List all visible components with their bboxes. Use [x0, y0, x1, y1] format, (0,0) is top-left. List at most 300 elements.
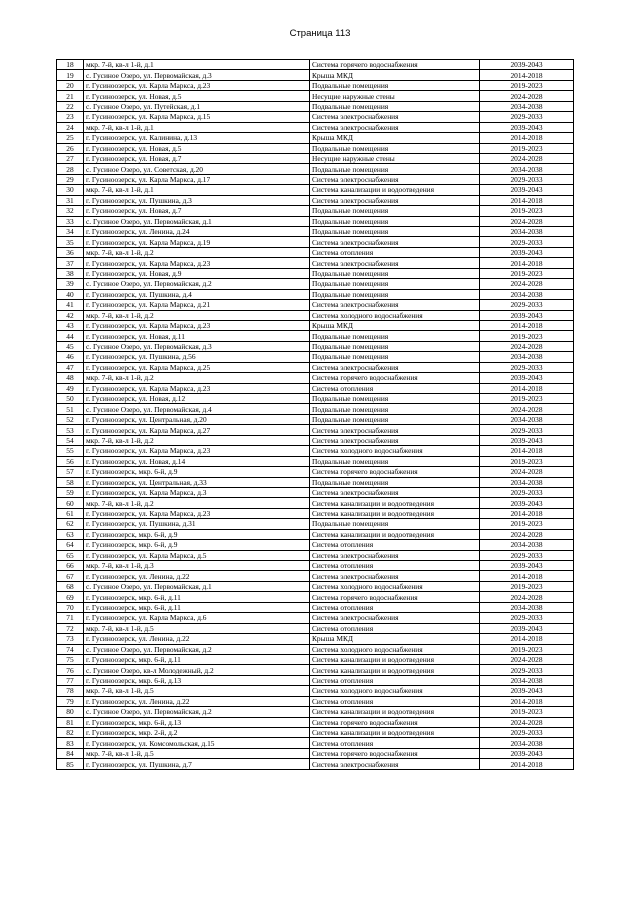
address-cell: г. Гусиноозерск, ул. Новая, д.12 [84, 394, 310, 404]
table-row [57, 206, 574, 216]
row-number: 83 [57, 738, 84, 748]
table-row [57, 644, 574, 654]
period-cell: 2024-2028 [480, 592, 574, 602]
row-number: 43 [57, 320, 84, 330]
address-cell: г. Гусиноозерск, ул. Новая, д.11 [84, 331, 310, 341]
system-cell: Система холодного водоснабжения [310, 581, 480, 591]
row-number: 54 [57, 435, 84, 445]
period-cell: 2029-2033 [480, 237, 574, 247]
table-row [57, 300, 574, 310]
system-cell: Система электроснабжения [310, 112, 480, 122]
row-number: 59 [57, 487, 84, 497]
table-row [57, 331, 574, 341]
system-cell: Система отопления [310, 738, 480, 748]
period-cell: 2034-2038 [480, 477, 574, 487]
row-number: 29 [57, 174, 84, 184]
system-cell: Подвальные помещения [310, 206, 480, 216]
address-cell: мкр. 7-й, кв-л 1-й, д.1 [84, 60, 310, 70]
period-cell: 2039-2043 [480, 623, 574, 633]
table-row [57, 237, 574, 247]
table-row [57, 467, 574, 477]
address-cell: с. Гусиное Озеро, ул. Первомайская, д.3 [84, 341, 310, 351]
system-cell: Крыша МКД [310, 320, 480, 330]
period-cell: 2019-2023 [480, 519, 574, 529]
system-cell: Система отопления [310, 623, 480, 633]
table-row [57, 686, 574, 696]
table-row [57, 373, 574, 383]
period-cell: 2024-2028 [480, 341, 574, 351]
row-number: 32 [57, 206, 84, 216]
system-cell: Система электроснабжения [310, 237, 480, 247]
system-cell: Система отопления [310, 540, 480, 550]
period-cell: 2024-2028 [480, 216, 574, 226]
row-number: 72 [57, 623, 84, 633]
system-cell: Система электроснабжения [310, 613, 480, 623]
period-cell: 2019-2023 [480, 80, 574, 90]
row-number: 20 [57, 80, 84, 90]
row-number: 60 [57, 498, 84, 508]
table-row [57, 519, 574, 529]
period-cell: 2024-2028 [480, 91, 574, 101]
row-number: 47 [57, 362, 84, 372]
system-cell: Система отопления [310, 561, 480, 571]
period-cell: 2029-2033 [480, 613, 574, 623]
table-row [57, 508, 574, 518]
row-number: 58 [57, 477, 84, 487]
table-row [57, 592, 574, 602]
system-cell: Система канализации и водоотведения [310, 654, 480, 664]
address-cell: г. Гусиноозерск, мкр. 6-й, д.11 [84, 592, 310, 602]
works-table [56, 59, 574, 770]
row-number: 62 [57, 519, 84, 529]
table-row [57, 665, 574, 675]
system-cell: Подвальные помещения [310, 143, 480, 153]
address-cell: г. Гусиноозерск, ул. Новая, д.5 [84, 91, 310, 101]
table-row [57, 122, 574, 132]
address-cell: г. Гусиноозерск, мкр. 6-й, д.13 [84, 717, 310, 727]
address-cell: с. Гусиное Озеро, ул. Путейская, д.1 [84, 101, 310, 111]
address-cell: г. Гусиноозерск, ул. Карла Маркса, д.5 [84, 550, 310, 560]
table-row [57, 352, 574, 362]
address-cell: мкр. 7-й, кв-л 1-й, д.5 [84, 748, 310, 758]
address-cell: мкр. 7-й, кв-л 1-й, д.2 [84, 373, 310, 383]
table-row [57, 80, 574, 90]
period-cell: 2014-2018 [480, 258, 574, 268]
table-row [57, 310, 574, 320]
system-cell: Система холодного водоснабжения [310, 446, 480, 456]
address-cell: г. Гусиноозерск, мкр. 6-й, д.9 [84, 467, 310, 477]
address-cell: г. Гусиноозерск, ул. Ленина, д.22 [84, 696, 310, 706]
address-cell: г. Гусиноозерск, ул. Карла Маркса, д.15 [84, 112, 310, 122]
row-number: 66 [57, 561, 84, 571]
period-cell: 2024-2028 [480, 467, 574, 477]
address-cell: г. Гусиноозерск, ул. Новая, д.5 [84, 143, 310, 153]
system-cell: Система канализации и водоотведения [310, 508, 480, 518]
address-cell: г. Гусиноозерск, ул. Карла Маркса, д.23 [84, 446, 310, 456]
table-row [57, 707, 574, 717]
system-cell: Система канализации и водоотведения [310, 185, 480, 195]
period-cell: 2039-2043 [480, 122, 574, 132]
period-cell: 2024-2028 [480, 654, 574, 664]
system-cell: Система отопления [310, 696, 480, 706]
system-cell: Подвальные помещения [310, 101, 480, 111]
address-cell: г. Гусиноозерск, ул. Карла Маркса, д.23 [84, 383, 310, 393]
row-number: 82 [57, 728, 84, 738]
period-cell: 2034-2038 [480, 101, 574, 111]
system-cell: Крыша МКД [310, 133, 480, 143]
system-cell: Система электроснабжения [310, 571, 480, 581]
address-cell: г. Гусиноозерск, ул. Комсомольская, д.15 [84, 738, 310, 748]
system-cell: Система электроснабжения [310, 435, 480, 445]
address-cell: г. Гусиноозерск, ул. Карла Маркса, д.23 [84, 80, 310, 90]
table-row [57, 174, 574, 184]
address-cell: г. Гусиноозерск, ул. Карла Маркса, д.19 [84, 237, 310, 247]
table-row [57, 383, 574, 393]
table-row [57, 654, 574, 664]
system-cell: Система горячего водоснабжения [310, 373, 480, 383]
table-row [57, 477, 574, 487]
table-row [57, 320, 574, 330]
system-cell: Система холодного водоснабжения [310, 310, 480, 320]
system-cell: Система горячего водоснабжения [310, 717, 480, 727]
row-number: 38 [57, 268, 84, 278]
period-cell: 2034-2038 [480, 675, 574, 685]
table-row [57, 258, 574, 268]
period-cell: 2029-2033 [480, 487, 574, 497]
table-row [57, 728, 574, 738]
row-number: 77 [57, 675, 84, 685]
period-cell: 2039-2043 [480, 498, 574, 508]
system-cell: Несущие наружные стены [310, 91, 480, 101]
row-number: 73 [57, 634, 84, 644]
table-row [57, 738, 574, 748]
system-cell: Подвальные помещения [310, 80, 480, 90]
system-cell: Система электроснабжения [310, 487, 480, 497]
system-cell: Подвальные помещения [310, 404, 480, 414]
system-cell: Система канализации и водоотведения [310, 728, 480, 738]
table-row [57, 529, 574, 539]
table-row [57, 101, 574, 111]
row-number: 74 [57, 644, 84, 654]
period-cell: 2014-2018 [480, 508, 574, 518]
table-row [57, 748, 574, 758]
table-row [57, 153, 574, 163]
row-number: 23 [57, 112, 84, 122]
address-cell: г. Гусиноозерск, ул. Новая, д.7 [84, 153, 310, 163]
row-number: 55 [57, 446, 84, 456]
row-number: 34 [57, 227, 84, 237]
table-row [57, 60, 574, 70]
row-number: 68 [57, 581, 84, 591]
period-cell: 2019-2023 [480, 644, 574, 654]
table-row [57, 623, 574, 633]
period-cell: 2014-2018 [480, 446, 574, 456]
table-row [57, 613, 574, 623]
address-cell: г. Гусиноозерск, мкр. 6-й, д.11 [84, 602, 310, 612]
period-cell: 2034-2038 [480, 414, 574, 424]
period-cell: 2024-2028 [480, 529, 574, 539]
address-cell: г. Гусиноозерск, ул. Ленина, д.22 [84, 571, 310, 581]
address-cell: г. Гусиноозерск, ул. Пушкина, д.31 [84, 519, 310, 529]
address-cell: г. Гусиноозерск, ул. Центральная, д.20 [84, 414, 310, 424]
address-cell: г. Гусиноозерск, ул. Карла Маркса, д.23 [84, 320, 310, 330]
address-cell: г. Гусиноозерск, ул. Пушкина, д.56 [84, 352, 310, 362]
row-number: 27 [57, 153, 84, 163]
system-cell: Подвальные помещения [310, 279, 480, 289]
period-cell: 2024-2028 [480, 279, 574, 289]
period-cell: 2029-2033 [480, 174, 574, 184]
period-cell: 2019-2023 [480, 456, 574, 466]
address-cell: мкр. 7-й, кв-л 1-й, д.2 [84, 247, 310, 257]
row-number: 19 [57, 70, 84, 80]
table-row [57, 634, 574, 644]
table-row [57, 185, 574, 195]
period-cell: 2029-2033 [480, 425, 574, 435]
table-row [57, 435, 574, 445]
system-cell: Система канализации и водоотведения [310, 529, 480, 539]
period-cell: 2019-2023 [480, 394, 574, 404]
system-cell: Система электроснабжения [310, 258, 480, 268]
address-cell: с. Гусиное Озеро, ул. Первомайская, д.1 [84, 581, 310, 591]
address-cell: с. Гусиное Озеро, кв-л Молодежный, д.2 [84, 665, 310, 675]
period-cell: 2034-2038 [480, 289, 574, 299]
table-row [57, 133, 574, 143]
row-number: 37 [57, 258, 84, 268]
address-cell: г. Гусиноозерск, ул. Калинина, д.13 [84, 133, 310, 143]
table-row [57, 717, 574, 727]
address-cell: мкр. 7-й, кв-л 1-й, д.2 [84, 498, 310, 508]
system-cell: Система холодного водоснабжения [310, 644, 480, 654]
system-cell: Подвальные помещения [310, 352, 480, 362]
address-cell: г. Гусиноозерск, ул. Карла Маркса, д.21 [84, 300, 310, 310]
period-cell: 2039-2043 [480, 748, 574, 758]
row-number: 79 [57, 696, 84, 706]
row-number: 30 [57, 185, 84, 195]
table-row [57, 195, 574, 205]
system-cell: Система холодного водоснабжения [310, 686, 480, 696]
period-cell: 2014-2018 [480, 759, 574, 769]
row-number: 76 [57, 665, 84, 675]
row-number: 31 [57, 195, 84, 205]
address-cell: мкр. 7-й, кв-л 1-й, д.2 [84, 435, 310, 445]
address-cell: с. Гусиное Озеро, ул. Первомайская, д.2 [84, 279, 310, 289]
system-cell: Подвальные помещения [310, 341, 480, 351]
table-row [57, 425, 574, 435]
table-row [57, 164, 574, 174]
row-number: 25 [57, 133, 84, 143]
row-number: 41 [57, 300, 84, 310]
period-cell: 2014-2018 [480, 571, 574, 581]
table-row [57, 70, 574, 80]
row-number: 49 [57, 383, 84, 393]
period-cell: 2014-2018 [480, 320, 574, 330]
period-cell: 2029-2033 [480, 728, 574, 738]
row-number: 57 [57, 467, 84, 477]
period-cell: 2019-2023 [480, 331, 574, 341]
period-cell: 2019-2023 [480, 581, 574, 591]
period-cell: 2029-2033 [480, 550, 574, 560]
period-cell: 2034-2038 [480, 352, 574, 362]
address-cell: г. Гусиноозерск, мкр. 6-й, д.11 [84, 654, 310, 664]
row-number: 69 [57, 592, 84, 602]
period-cell: 2024-2028 [480, 404, 574, 414]
address-cell: г. Гусиноозерск, ул. Карла Маркса, д.23 [84, 508, 310, 518]
system-cell: Система горячего водоснабжения [310, 592, 480, 602]
period-cell: 2029-2033 [480, 665, 574, 675]
period-cell: 2034-2038 [480, 738, 574, 748]
row-number: 45 [57, 341, 84, 351]
address-cell: г. Гусиноозерск, ул. Ленина, д.24 [84, 227, 310, 237]
row-number: 61 [57, 508, 84, 518]
row-number: 85 [57, 759, 84, 769]
address-cell: г. Гусиноозерск, ул. Новая, д.7 [84, 206, 310, 216]
address-cell: г. Гусиноозерск, ул. Центральная, д.33 [84, 477, 310, 487]
period-cell: 2014-2018 [480, 383, 574, 393]
address-cell: г. Гусиноозерск, ул. Пушкина, д.4 [84, 289, 310, 299]
row-number: 18 [57, 60, 84, 70]
table-row [57, 404, 574, 414]
address-cell: г. Гусиноозерск, ул. Пушкина, д.3 [84, 195, 310, 205]
period-cell: 2039-2043 [480, 185, 574, 195]
period-cell: 2014-2018 [480, 634, 574, 644]
row-number: 44 [57, 331, 84, 341]
period-cell: 2019-2023 [480, 707, 574, 717]
system-cell: Система электроснабжения [310, 550, 480, 560]
table-body [57, 60, 574, 770]
period-cell: 2019-2023 [480, 206, 574, 216]
system-cell: Подвальные помещения [310, 164, 480, 174]
address-cell: с. Гусиное Озеро, ул. Первомайская, д.2 [84, 707, 310, 717]
system-cell: Подвальные помещения [310, 268, 480, 278]
address-cell: г. Гусиноозерск, ул. Новая, д.9 [84, 268, 310, 278]
address-cell: мкр. 7-й, кв-л 1-й, д.5 [84, 623, 310, 633]
row-number: 36 [57, 247, 84, 257]
address-cell: г. Гусиноозерск, ул. Карла Маркса, д.23 [84, 258, 310, 268]
system-cell: Система отопления [310, 247, 480, 257]
table-row [57, 561, 574, 571]
address-cell: г. Гусиноозерск, ул. Карла Маркса, д.6 [84, 613, 310, 623]
address-cell: г. Гусиноозерск, мкр. 6-й, д.9 [84, 529, 310, 539]
row-number: 53 [57, 425, 84, 435]
system-cell: Крыша МКД [310, 634, 480, 644]
system-cell: Система отопления [310, 675, 480, 685]
row-number: 67 [57, 571, 84, 581]
period-cell: 2034-2038 [480, 164, 574, 174]
period-cell: 2039-2043 [480, 310, 574, 320]
row-number: 35 [57, 237, 84, 247]
period-cell: 2039-2043 [480, 686, 574, 696]
row-number: 51 [57, 404, 84, 414]
system-cell: Система электроснабжения [310, 425, 480, 435]
address-cell: г. Гусиноозерск, мкр. 6-й, д.13 [84, 675, 310, 685]
address-cell: мкр. 7-й, кв-л 1-й, д.3 [84, 561, 310, 571]
period-cell: 2024-2028 [480, 153, 574, 163]
table-row [57, 341, 574, 351]
row-number: 52 [57, 414, 84, 424]
system-cell: Подвальные помещения [310, 216, 480, 226]
table-row [57, 362, 574, 372]
address-cell: с. Гусиное Озеро, ул. Первомайская, д.4 [84, 404, 310, 414]
period-cell: 2014-2018 [480, 195, 574, 205]
period-cell: 2029-2033 [480, 362, 574, 372]
system-cell: Система горячего водоснабжения [310, 467, 480, 477]
table-row [57, 759, 574, 769]
system-cell: Система канализации и водоотведения [310, 665, 480, 675]
table-row [57, 675, 574, 685]
address-cell: г. Гусиноозерск, ул. Пушкина, д.7 [84, 759, 310, 769]
system-cell: Система электроснабжения [310, 122, 480, 132]
row-number: 46 [57, 352, 84, 362]
system-cell: Подвальные помещения [310, 227, 480, 237]
table-row [57, 571, 574, 581]
row-number: 50 [57, 394, 84, 404]
period-cell: 2014-2018 [480, 696, 574, 706]
period-cell: 2039-2043 [480, 60, 574, 70]
period-cell: 2014-2018 [480, 133, 574, 143]
row-number: 63 [57, 529, 84, 539]
address-cell: г. Гусиноозерск, мкр. 2-й, д.2 [84, 728, 310, 738]
period-cell: 2039-2043 [480, 373, 574, 383]
system-cell: Система электроснабжения [310, 759, 480, 769]
row-number: 75 [57, 654, 84, 664]
system-cell: Подвальные помещения [310, 394, 480, 404]
address-cell: г. Гусиноозерск, ул. Карла Маркса, д.27 [84, 425, 310, 435]
table-row [57, 289, 574, 299]
row-number: 81 [57, 717, 84, 727]
table-row [57, 268, 574, 278]
table-row [57, 487, 574, 497]
system-cell: Подвальные помещения [310, 414, 480, 424]
system-cell: Система электроснабжения [310, 174, 480, 184]
system-cell: Подвальные помещения [310, 331, 480, 341]
address-cell: г. Гусиноозерск, ул. Карла Маркса, д.25 [84, 362, 310, 372]
period-cell: 2029-2033 [480, 300, 574, 310]
row-number: 24 [57, 122, 84, 132]
system-cell: Подвальные помещения [310, 477, 480, 487]
table-row [57, 279, 574, 289]
table-row [57, 540, 574, 550]
row-number: 64 [57, 540, 84, 550]
address-cell: мкр. 7-й, кв-л 1-й, д.2 [84, 310, 310, 320]
row-number: 71 [57, 613, 84, 623]
table-row [57, 446, 574, 456]
address-cell: г. Гусиноозерск, ул. Карла Маркса, д.17 [84, 174, 310, 184]
period-cell: 2029-2033 [480, 112, 574, 122]
row-number: 42 [57, 310, 84, 320]
system-cell: Подвальные помещения [310, 289, 480, 299]
table-row [57, 112, 574, 122]
row-number: 80 [57, 707, 84, 717]
address-cell: г. Гусиноозерск, ул. Новая, д.14 [84, 456, 310, 466]
table-row [57, 550, 574, 560]
address-cell: г. Гусиноозерск, ул. Карла Маркса, д.3 [84, 487, 310, 497]
period-cell: 2014-2018 [480, 70, 574, 80]
row-number: 39 [57, 279, 84, 289]
system-cell: Система электроснабжения [310, 300, 480, 310]
row-number: 33 [57, 216, 84, 226]
page-title: Страница 113 [289, 28, 351, 39]
period-cell: 2039-2043 [480, 561, 574, 571]
row-number: 22 [57, 101, 84, 111]
table-row [57, 602, 574, 612]
row-number: 40 [57, 289, 84, 299]
table-row [57, 227, 574, 237]
address-cell: мкр. 7-й, кв-л 1-й, д.1 [84, 185, 310, 195]
system-cell: Система электроснабжения [310, 362, 480, 372]
system-cell: Система горячего водоснабжения [310, 60, 480, 70]
address-cell: мкр. 7-й, кв-л 1-й, д.5 [84, 686, 310, 696]
system-cell: Крыша МКД [310, 70, 480, 80]
